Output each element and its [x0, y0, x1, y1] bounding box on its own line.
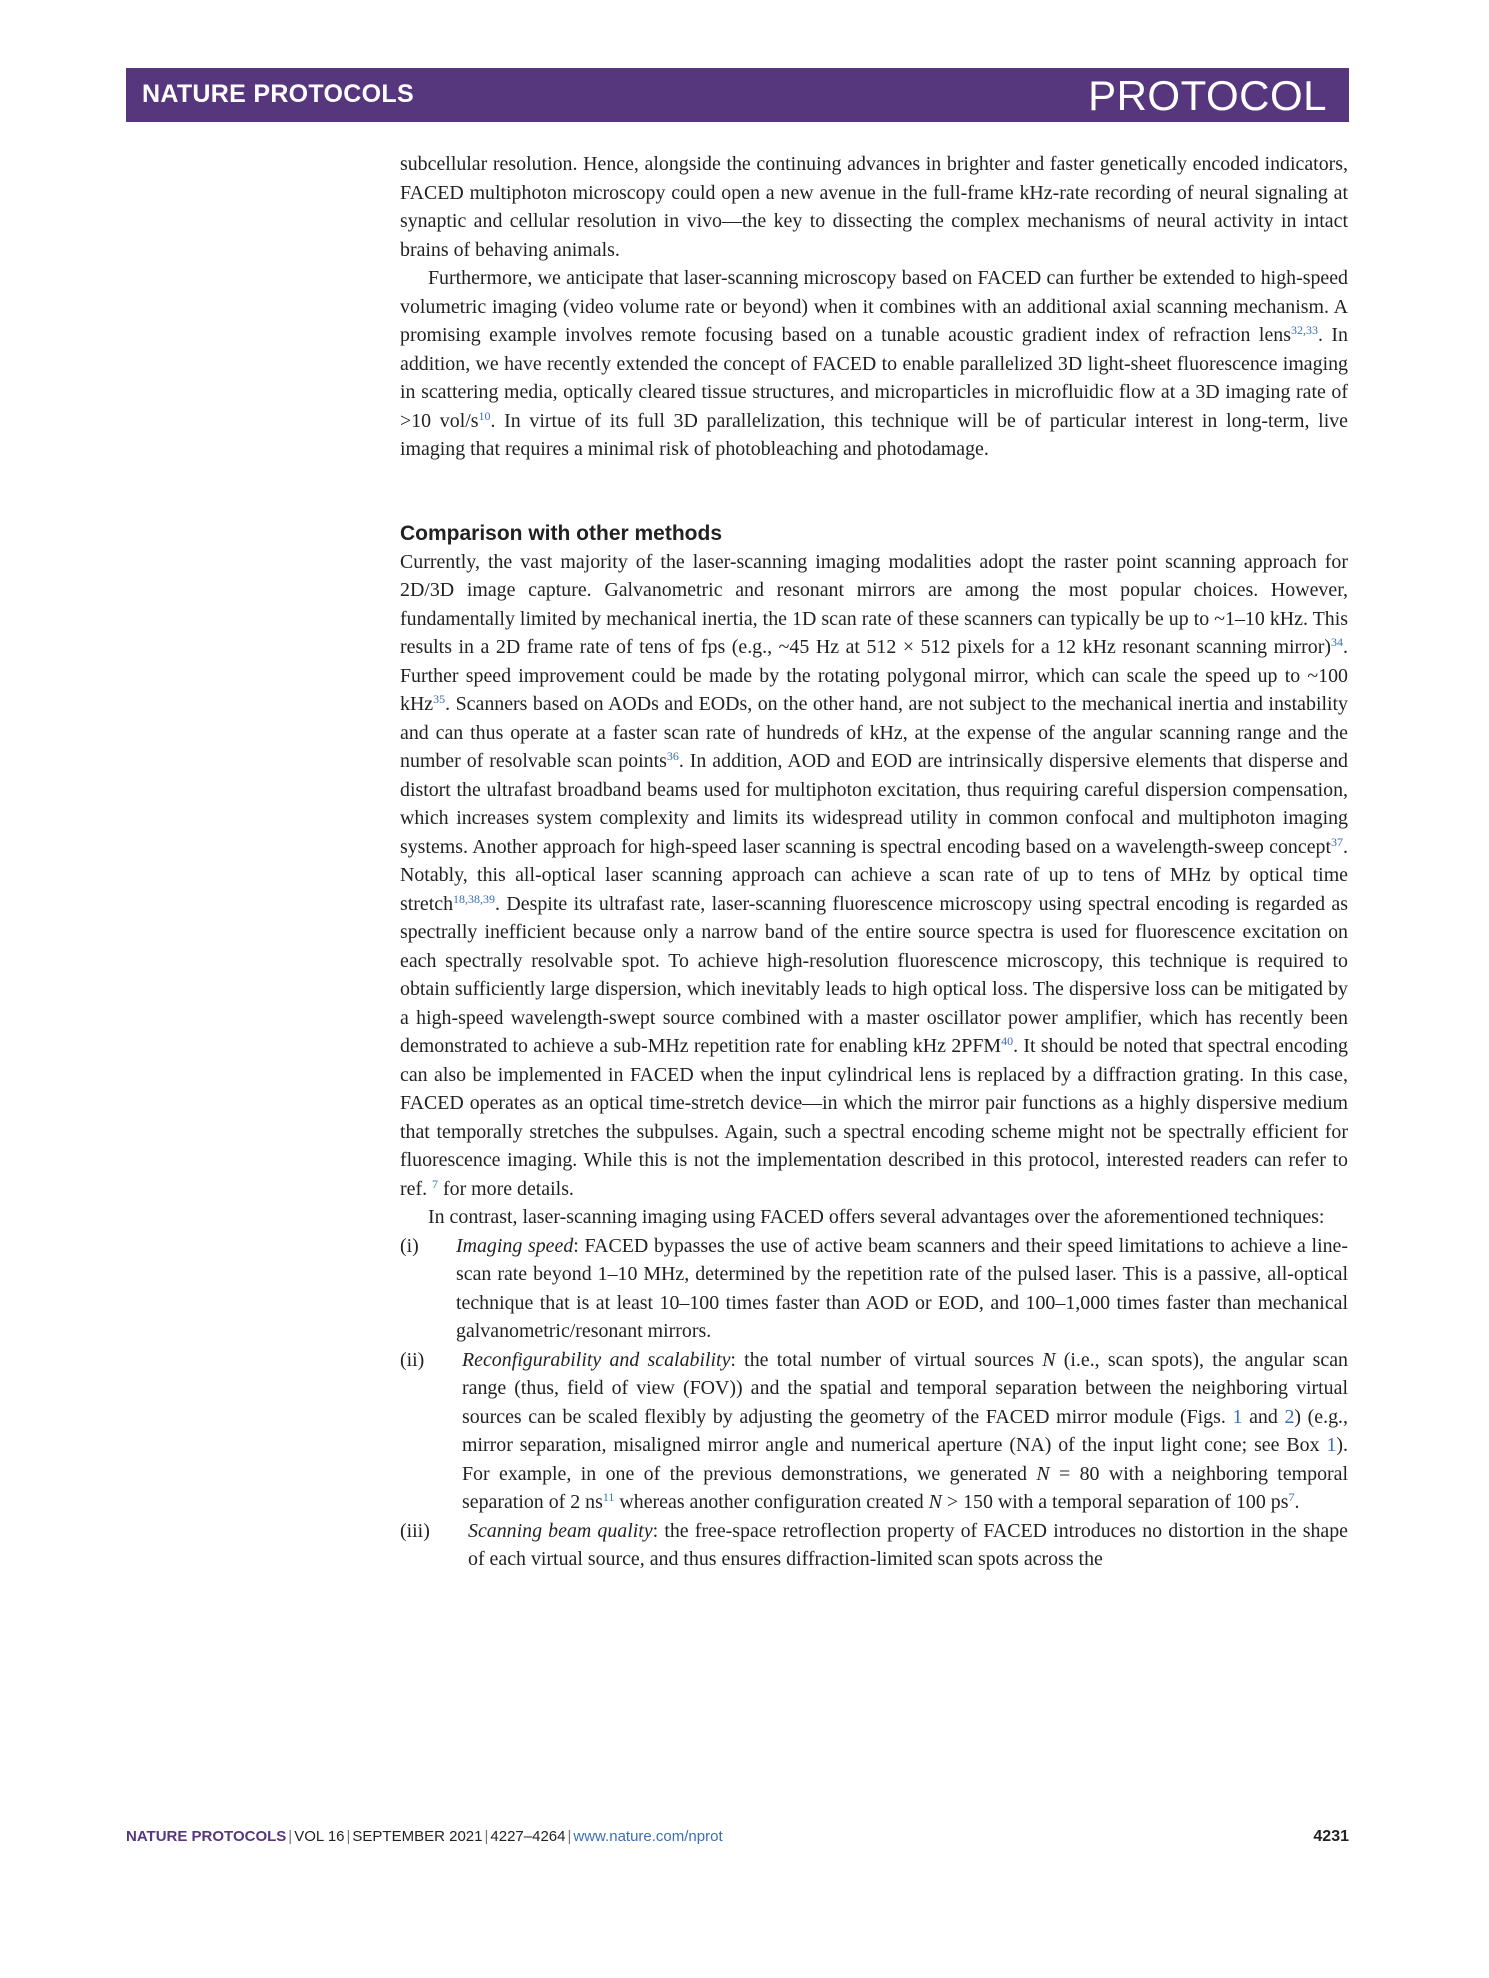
- item-title: Scanning beam quality: [468, 1519, 653, 1542]
- list-item: (ii) Reconfigurability and scalability: the total number of virtual sources N (i.e., scan spots), the angular scan range (thus, field of view (FOV)) and the spatial and temporal separation between the neighboring virtual sources can be scaled flexibly by adjusting the geometry of the FACED mirror module (Figs. 1 and 2) (e.g., mirror separation, misaligned mirror angle and numerical aperture (NA) of the input light cone; see Box 1). For example, in one of the previous demonstrations, we generated N = 80 with a neighboring temporal separation of 2 ns$^{11}$ whereas another configuration created N > 150 with a temporal separation of 100 ps$^7$.: [400, 1346, 1348, 1517]
- citation-link[interactable]: 35: [433, 692, 446, 706]
- article-body: [400, 150, 1348, 1574]
- citation-link[interactable]: 40: [1001, 1034, 1014, 1048]
- footer-journal: NATURE PROTOCOLS: [126, 1828, 287, 1845]
- list-item: (iii) Scanning beam quality: the free-space retroflection property of FACED introduces no distortion in the shape of each virtual source, and thus ensures diffraction-limited scan spots across the: [400, 1517, 1348, 1574]
- page-footer: NATURE PROTOCOLS | VOL 16 | SEPTEMBER 2021 | 4227–4264 | www.nature.com/nprot 4231: [126, 1828, 1349, 1845]
- box-link[interactable]: 1: [1326, 1434, 1337, 1456]
- citation-link[interactable]: 11: [602, 1490, 615, 1504]
- article-type: PROTOCOL: [1088, 72, 1327, 119]
- paragraph-volumetric: Furthermore, we anticipate that laser-scanning microscopy based on FACED can further be extended to high-speed volumetric imaging (video volume rate or beyond) when it combines with an additional axial scanning mechanism. A promising example involves remote focusing based on a tunable acoustic gradient index of refraction lens$^{32,33}$. In addition, we have recently extended the concept of FACED to enable parallelized 3D light-sheet fluorescence imaging in scattering media, optically cleared tissue structures, and microparticles in microfluidic flow at a 3D imaging rate of >10 vol/s$^{10}$. In virtue of its full 3D parallelization, this technique will be of particular interest in long-term, live imaging that requires a minimal risk of photobleaching and photodamage.: [400, 267, 1348, 460]
- list-marker: (ii): [400, 1348, 425, 1371]
- footer-volume: VOL 16: [294, 1828, 345, 1845]
- figure-link[interactable]: 2: [1284, 1405, 1295, 1428]
- section-spacer: [400, 464, 1348, 520]
- citation-link[interactable]: 37: [1331, 834, 1344, 849]
- citation-link[interactable]: 32,33: [1290, 323, 1318, 337]
- paragraph-contrast: In contrast, laser-scanning imaging using FACED offers several advantages over the aforementioned techniques:: [428, 1206, 1325, 1228]
- citation-link[interactable]: 7: [432, 1176, 439, 1191]
- item-title: Reconfigurability and scalability: [462, 1348, 731, 1371]
- figure-link[interactable]: 1: [1232, 1405, 1243, 1428]
- item-title: Imaging speed: [456, 1234, 574, 1257]
- citation-link[interactable]: 10: [478, 408, 491, 423]
- list-marker: (iii): [400, 1519, 430, 1542]
- journal-header-bar: [126, 68, 1349, 122]
- citation-link[interactable]: 36: [666, 749, 679, 763]
- paragraph-comparison: Currently, the vast majority of the laser-scanning imaging modalities adopt the raster point scanning approach for 2D/3D image capture. Galvanometric and resonant mirrors are among the most popular choices. However, fundamentally limited by mechanical inertia, the 1D scan rate of these scanners can typically be up to ~1–10 kHz. This results in a 2D frame rate of tens of fps (e.g., ~45 Hz at 512 × 512 pixels for a 12 kHz resonant scanning mirror)$^{34}$. Further speed improvement could be made by the rotating polygonal mirror, which can scale the speed up to ~100 kHz$^{35}$. Scanners based on AODs and EODs, on the other hand, are not subject to the mechanical inertia and instability and can thus operate at a faster scan rate of hundreds of kHz, at the expense of the angular scanning range and the number of resolvable scan points$^{36}$. In addition, AOD and EOD are intrinsically dispersive elements that disperse and distort the ultrafast broadband beams used for multiphoton excitation, thus requiring careful dispersion compensation, which increases system complexity and limits its widespread utility in common confocal and multiphoton imaging systems. Another approach for high-speed laser scanning is spectral encoding based on a wavelength-sweep concept$^{37}$. Notably, this all-optical laser scanning approach can achieve a scan rate of up to tens of MHz by optical time stretch$^{18,38,39}$. Despite its ultrafast rate, laser-scanning fluorescence microscopy using spectral encoding is regarded as spectrally inefficient because only a narrow band of the entire source spectra is used for fluorescence excitation on each spectrally resolvable spot. To achieve high-resolution fluorescence microscopy, this technique is required to obtain sufficiently large dispersion, which inevitably leads to high optical loss. The dispersive loss can be mitigated by a high-speed wavelength-swept source combined with a master oscillator power amplifier, which has recently been demonstrated to achieve a sub-MHz repetition rate for enabling kHz 2PFM$^{40}$. It should be noted that spectral encoding can also be implemented in FACED when the input cylindrical lens is replaced by a diffraction grating. In this case, FACED operates as an optical time-stretch device—in which the mirror pair functions as a highly dispersive medium that temporally stretches the subpulses. Again, such a spectral encoding scheme might not be spectrally efficient for fluorescence imaging. While this is not the implementation described in this protocol, interested readers can refer to ref. $^7$ for more details.: [400, 550, 1348, 1200]
- paragraph-continued: subcellular resolution. Hence, alongside the continuing advances in brighter and faster genetically encoded indicators, FACED multiphoton microscopy could open a new avenue in the full-frame kHz-rate recording of neural signaling at synaptic and cellular resolution in vivo—the key to dissecting the complex mechanisms of neural activity in intact brains of behaving animals.: [400, 153, 1348, 261]
- footer-url-link[interactable]: www.nature.com/nprot: [573, 1828, 723, 1845]
- citation-link[interactable]: 34: [1331, 635, 1344, 649]
- list-marker: (i): [400, 1234, 419, 1257]
- footer-pages: 4227–4264: [490, 1828, 566, 1845]
- footer-date: SEPTEMBER 2021: [352, 1828, 483, 1845]
- list-item: (i) Imaging speed: FACED bypasses the use of active beam scanners and their speed limitations to achieve a line-scan rate beyond 1–10 MHz, determined by the repetition rate of the pulsed laser. This is a passive, all-optical technique that is at least 10–100 times faster than AOD or EOD, and 100–1,000 times faster than mechanical galvanometric/resonant mirrors.: [400, 1232, 1348, 1346]
- citation-link[interactable]: 18,38,39: [453, 891, 496, 906]
- page-number: 4231: [1313, 1828, 1349, 1845]
- section-heading: Comparison with other methods: [400, 521, 723, 545]
- citation-link[interactable]: 7: [1288, 1490, 1295, 1504]
- journal-name: NATURE PROTOCOLS: [142, 80, 414, 108]
- advantages-list: [400, 1232, 1348, 1574]
